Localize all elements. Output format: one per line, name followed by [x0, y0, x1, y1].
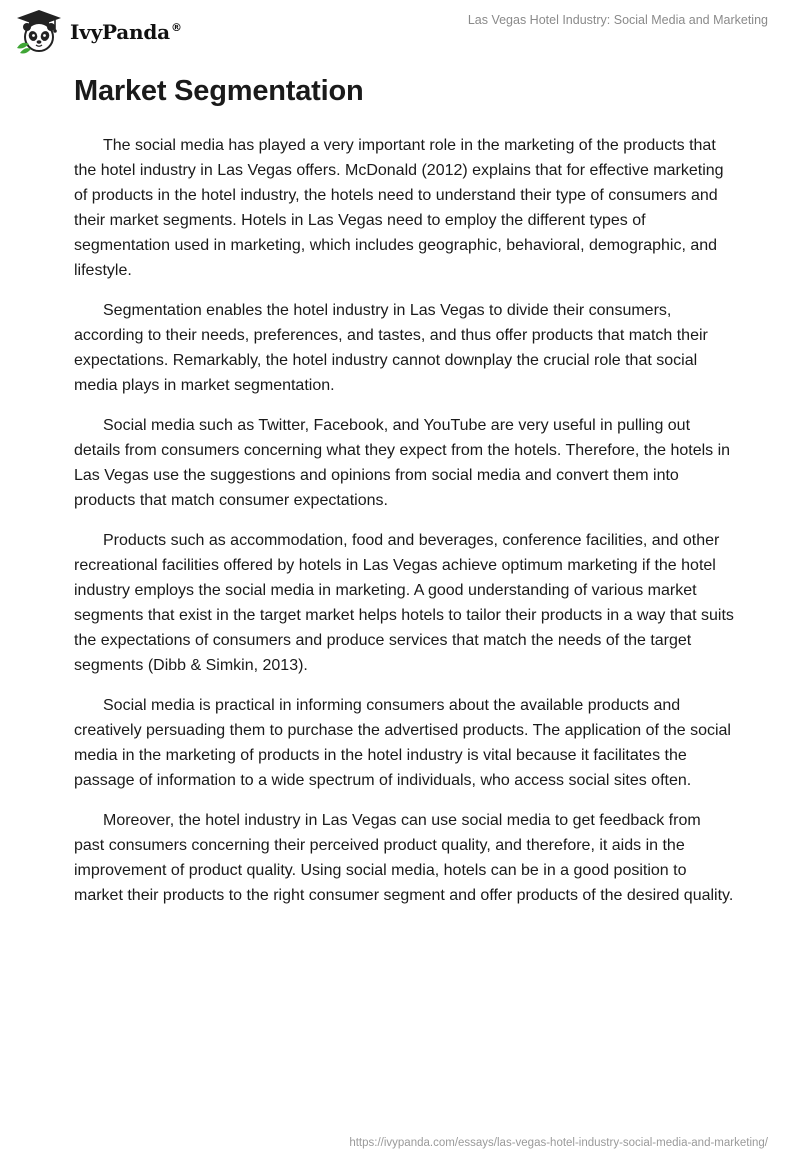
paragraph-1: The social media has played a very important role in the marketing of the products that the hotel industry in Las Vegas offers. McDonald (2012) explains that for effective marketing of products in the hotel industry, the hotels need to understand their type of consumers and their market segments. Hotels in Las Vegas need to employ the different types of segmentation used in marketing, which includes geographic, behavioral, demographic, and lifestyle. — [74, 137, 724, 279]
paragraph-3: Social media such as Twitter, Facebook, and YouTube are very useful in pulling out details from consumers concerning what they expect from the hotels. Therefore, the hotels in Las Vegas use the suggestions and opinions from social media and convert them into products that match consumer expectations. — [74, 417, 731, 509]
registered-mark: ® — [170, 21, 182, 35]
paragraph-2: Segmentation enables the hotel industry in Las Vegas to divide their consumers, according to their needs, preferences, and tastes, and thus offer products that match their expectations. Remarkably, the hotel industry cannot downplay the crucial role that social media plays in market segmentation. — [74, 302, 708, 394]
paragraph-4: Products such as accommodation, food and beverages, conference facilities, and other recreational facilities offered by hotels in Las Vegas achieve optimum marketing if the hotel industry employs the social media in marketing. A good understanding of various market segments that exist in the target market helps hotels to tailor their products in a way that suits the expectations of consumers and produce services that match the needs of the target segments (Dibb & Simkin, 2013). — [74, 532, 734, 674]
document-title: Las Vegas Hotel Industry: Social Media and Marketing — [467, 13, 768, 27]
page-header — [0, 0, 800, 60]
essay-content — [74, 72, 734, 923]
source-url[interactable]: https://ivypanda.com/essays/las-vegas-hotel-industry-social-media-and-marketing/ — [349, 1137, 768, 1149]
panda-graduate-icon — [14, 8, 64, 54]
ivypanda-logo[interactable] — [14, 8, 182, 54]
section-heading: Market Segmentation — [74, 75, 364, 107]
logo-wordmark: IvyPanda® — [70, 20, 182, 44]
paragraph-6: Moreover, the hotel industry in Las Vegas can use social media to get feedback from past consumers concerning their perceived product quality, and therefore, it aids in the improvement of product quality. Using social media, hotels can be in a good position to market their products to the right consumer segment and offer products of the desired quality. — [74, 812, 734, 904]
paragraph-5: Social media is practical in informing consumers about the available products and creatively persuading them to purchase the advertised products. The application of the social media in the marketing of products in the hotel industry is vital because it facilitates the passage of information to a wide spectrum of individuals, who access social sites often. — [74, 697, 731, 789]
